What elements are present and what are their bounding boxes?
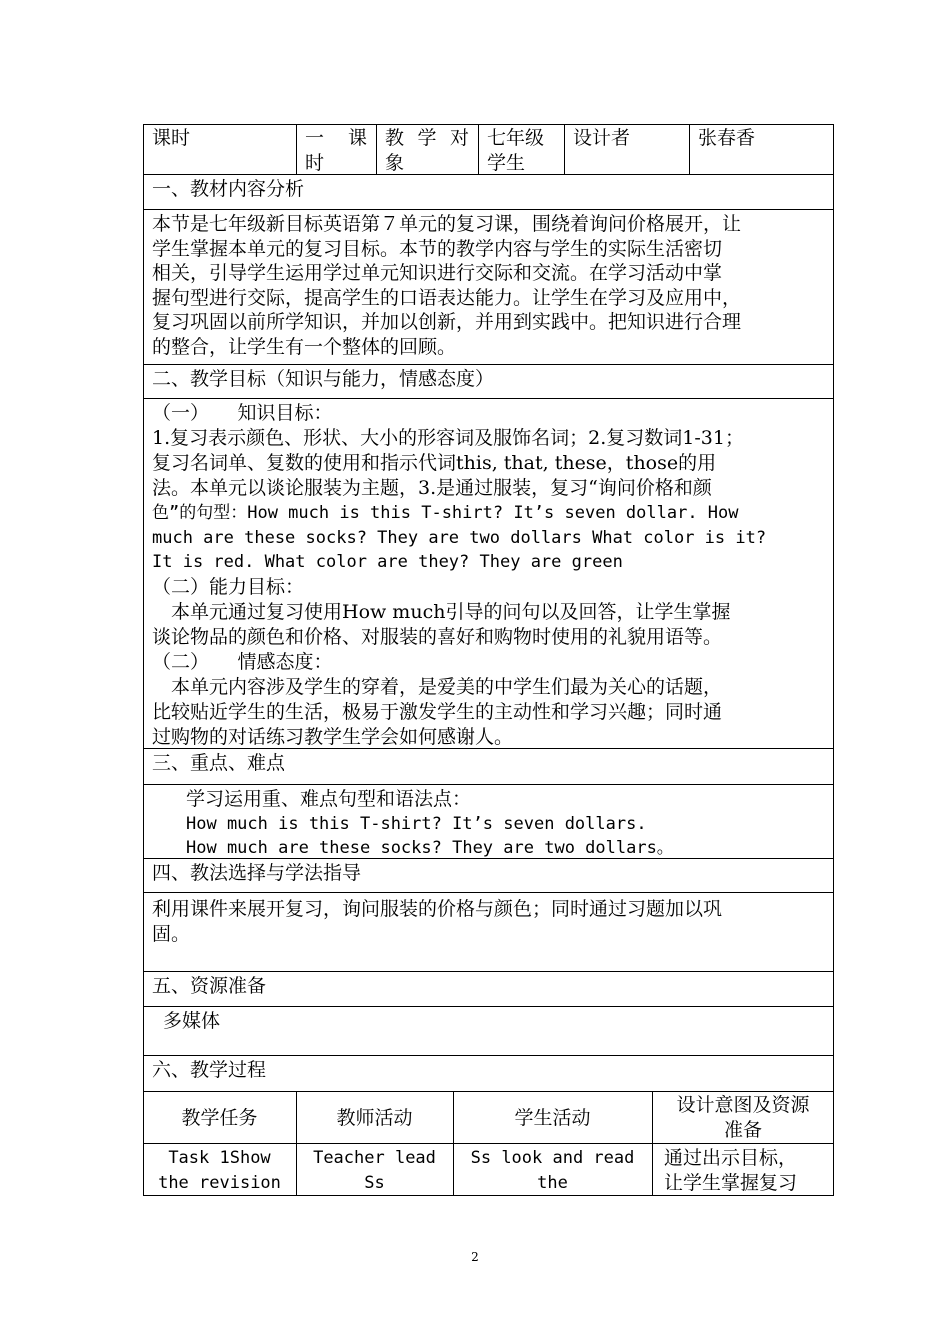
ability-goal-line: 本单元通过复习使用How much引导的问句以及回答，让学生掌握 [152, 601, 731, 624]
section-6-title: 六、教学过程 [152, 1059, 267, 1081]
row-divider [143, 784, 834, 785]
header-designer-label: 设计者 [573, 127, 631, 149]
col-header-teacher: 教师活动 [336, 1107, 413, 1129]
knowledge-goal-line: 复习名词单、复数的使用和指示代词this, that, these，those的用 [152, 451, 717, 474]
header-audience-value-line1: 七年级 [487, 127, 545, 149]
resources-content: 多媒体 [163, 1010, 221, 1032]
header-audience-value [478, 126, 564, 175]
section-3-title: 三、重点、难点 [152, 752, 286, 774]
header-period-value [296, 126, 376, 175]
knowledge-goal-heading: （一） 知识目标： [152, 402, 333, 424]
header-audience-label-line2: 象 [385, 151, 405, 174]
row-divider [143, 1143, 834, 1144]
col-header-design-line1: 设计意图及资源 [676, 1094, 810, 1116]
key-sentence: How much are these socks? They are two dollars。 [186, 838, 674, 858]
attitude-goal-line: 本单元内容涉及学生的穿着，是爱美的中学生们最为关心的话题， [152, 675, 723, 698]
attitude-goal-heading: （二） 情感态度： [152, 651, 333, 674]
task-cell [143, 1146, 296, 1195]
section-1-title: 一、教材内容分析 [152, 178, 305, 200]
ability-goal-line: 谈论物品的颜色和价格、对服装的喜好和购物时使用的礼貌用语等。 [152, 626, 723, 649]
attitude-goal-line: 过购物的对话练习教学生学会如何感谢人。 [152, 725, 514, 748]
key-points-intro: 学习运用重、难点句型和语法点： [186, 788, 472, 810]
section-1-line: 相关，引导学生运用学过单元知识进行交际和交流。在学习活动中掌 [152, 262, 723, 284]
row-divider [143, 1091, 834, 1092]
section-1-line: 握句型进行交际，提高学生的口语表达能力。让学生在学习及应用中， [152, 286, 742, 309]
method-line: 固。 [152, 922, 191, 945]
header-period-label: 课时 [152, 127, 191, 149]
section-4-title: 四、教法选择与学法指导 [152, 862, 362, 884]
section-1-line: 学生掌握本单元的复习目标。本节的教学内容与学生的实际生活密切 [152, 237, 723, 260]
student-activity-line: Ss look and read [470, 1148, 635, 1168]
page-number: 2 [471, 1250, 479, 1264]
section-3-body [143, 787, 834, 861]
section-1-line: 本节是七年级新目标英语第７单元的复习课，围绕着询问价格展开，让 [152, 213, 742, 235]
section-1-line: 复习巩固以前所学知识，并加以创新，并用到实践中。把知识进行合理 [152, 311, 742, 333]
section-5-title: 五、资源准备 [152, 975, 267, 997]
teacher-activity-cell [296, 1146, 453, 1195]
row-divider [143, 364, 834, 365]
header-period-value-line2: 时 [305, 151, 325, 174]
task-cell-line: the revision [158, 1172, 281, 1193]
design-intent-line: 让学生掌握复习 [664, 1171, 798, 1194]
ability-goal-heading: （二）能力目标： [152, 576, 305, 599]
design-intent-cell [652, 1146, 834, 1195]
header-audience-label [376, 126, 478, 175]
row-divider [143, 209, 834, 210]
design-intent-line: 通过出示目标， [664, 1147, 798, 1169]
col-header-task: 教学任务 [181, 1107, 258, 1129]
section-1-line: 的整合，让学生有一个整体的回顾。 [152, 335, 457, 358]
student-activity-line: the [537, 1172, 568, 1193]
section-1-body [143, 212, 834, 359]
row-divider [143, 398, 834, 399]
attitude-goal-line: 比较贴近学生的生活，极易于激发学生的主动性和学习兴趣；同时通 [152, 700, 723, 723]
knowledge-goal-line: much are these socks? They are two dollars What color is it? [152, 527, 767, 548]
knowledge-goal-line: 色”的句型：How much is this T-shirt? It’s seven dollar. How [152, 502, 739, 523]
teacher-activity-line: Teacher lead [313, 1148, 436, 1168]
col-header-design-line2: 准备 [723, 1118, 762, 1141]
header-designer-value: 张春香 [698, 127, 756, 149]
knowledge-goal-line: 1.复习表示颜色、形状、大小的形容词及服饰名词；2.复习数词1-31； [152, 426, 744, 449]
section-4-body [143, 897, 834, 946]
header-audience-label-line1: 教 学 对 [385, 127, 469, 149]
key-sentence: How much is this T-shirt? It’s seven dollars. [186, 813, 647, 834]
knowledge-goal-line: It is red. What color are they? They are green [152, 552, 623, 573]
row-divider [143, 1055, 834, 1056]
student-activity-cell [453, 1146, 652, 1195]
teacher-activity-line: Ss [364, 1172, 385, 1193]
header-period-value-line1: 一 课 [305, 127, 367, 149]
row-divider [143, 892, 834, 893]
col-header-student: 学生活动 [514, 1107, 591, 1129]
section-2-body [143, 401, 834, 750]
header-audience-value-line2: 学生 [487, 151, 526, 174]
col-header-design [652, 1093, 834, 1142]
row-divider [143, 971, 834, 972]
knowledge-goal-line: 法。本单元以谈论服装为主题，3.是通过服装，复习“询问价格和颜 [152, 476, 712, 499]
row-divider [143, 1006, 834, 1007]
section-2-title: 二、教学目标（知识与能力，情感态度） [152, 368, 495, 390]
task-cell-line: Task 1Show [168, 1148, 271, 1168]
method-line: 利用课件来展开复习，询问服装的价格与颜色；同时通过习题加以巩 [152, 898, 723, 920]
